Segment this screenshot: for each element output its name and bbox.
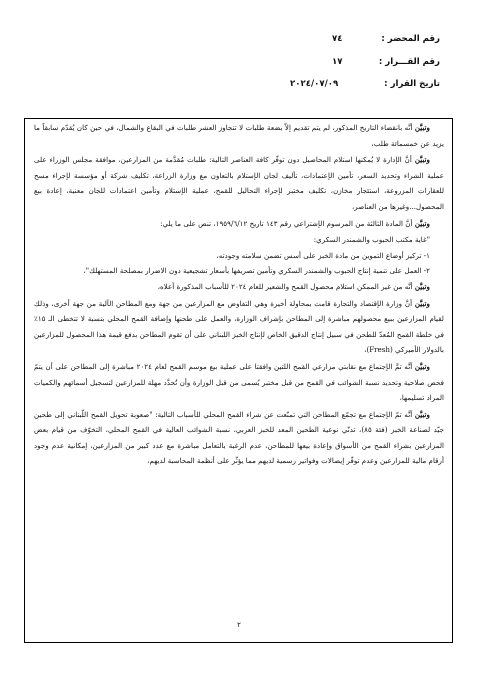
paragraph-7 bbox=[34, 407, 444, 469]
list-item-1: ١- تركيز أوضاع التموين من مادة الخبز على أسس تضمن سلامته وجودته، bbox=[216, 250, 430, 260]
paragraph-lead: وتبيَّن bbox=[414, 218, 430, 228]
paragraph-6 bbox=[34, 359, 444, 406]
paragraph-text: أنَّه تمَّ الإجتماع مع نقابتي مزارعي القمح اللتين وافقتا على عملية بيع موسم القمح لعام ٢٠٢٤ مباشرة إلى المطاحن على أن يتمّ فحص صلاحية وتحديد نسبة الشوائب في القمح من قبل مختبر يُسمى من قبل الوزارة وأن تُحدَّد مهلة للمزارعين لتسجيل أسمائهم والكميات المراد تسليمها، bbox=[34, 361, 444, 403]
paragraph-text: أنَّ المادة الثالثة من المرسوم الإشتراعي رقم ١٤٣ تاريخ ١٩٥٩/٦/١٢، تنص على ما يلي: bbox=[160, 218, 415, 228]
paragraph-text: أنَّه تمّ الإجتماع مع تجمّع المطاحن التي تمنّعت عن شراء القمح المحلي للأسباب التالية: "صعوبة تحويل القمح اللّبناني إلى طحين جيّد لصناعة الخبز (فئة ٨٥)، تدنّي نوعية الطحين المعد للخبز العربي، نسبة الشوائب العالية في القمح المحلي، التخوّف من قيام بعض المزارعين بشراء القمح من الأسواق وإعادة بيعها للمطاحن، عدم الرغبة بالتعامل مباشرة مع عدد كبير من المزارعين، إمكانية عدم وجود أرقام مالية للمزارعين وعدم توفّر إيصالات وفواتير رسمية لديهم مما يؤثّر على أنظمة المحاسبة لديهم، bbox=[34, 409, 444, 466]
decision-number-row bbox=[290, 51, 440, 74]
paragraph-2 bbox=[34, 152, 444, 214]
page-number: ٢ bbox=[237, 621, 241, 629]
decision-date-value: ٢٠٢٤/٠٧/٠٩ bbox=[290, 79, 339, 89]
paragraph-lead: وتبيَّن bbox=[414, 123, 430, 132]
quoted-heading: "غاية مكتب الحبوب والشمندر السكري: bbox=[313, 235, 430, 245]
paragraph-5 bbox=[34, 296, 444, 358]
paragraph-lead: وتبيَّن bbox=[414, 361, 430, 371]
document-body bbox=[34, 120, 444, 470]
list-item-2: ٢- العمل على تنمية إنتاج الحبوب والشمندر السكري وتأمين تصريفها بأسعار تشجيعية دون الاضرار بمصلحة المستهلك"، bbox=[83, 266, 430, 276]
decision-number-value: ١٧ bbox=[332, 56, 343, 67]
paragraph-1 bbox=[34, 120, 444, 151]
report-number-row bbox=[290, 28, 440, 51]
decision-header bbox=[290, 28, 440, 96]
paragraph-3 bbox=[34, 216, 444, 232]
paragraph-text: أنَّ وزارة الإقتصاد والتجارة قامت بمحاولة أخيرة وهي التفاوض مع المزارعين من جهة ومع المطاحن الآلية من جهة أخرى، وذلك لقيام المزارعين ببيع محصولهم مباشرة إلى المطاحن بإشراف الوزارة، والعمل على طحنها وإضافة القمح المحلي بنسبة لا تتخطى الـ ١٥٪ في خلطة القمح المُعدّ للطحن في سبيل إنتاج الدقيق الخاص لإنتاج الخبز اللبناني على أن تقوم المطاحن بدفع قيمة هذا المحصول للمزارعين بالدولار الأميركي (Fresh)، bbox=[34, 298, 444, 355]
paragraph-lead: وتبيَّن bbox=[414, 281, 430, 291]
paragraph-text: أنَّه بانقضاء التاريخ المذكور، لم يتم تقديم إلاّ بضعة طلبات لا تتجاوز العشر طلبات في البقاع والشمال، في حين كان يُقدّم سابقاً ما يزيد عن خمسمائة طلب، bbox=[34, 123, 444, 148]
decision-number-label: رقم القـــرار : bbox=[378, 56, 440, 67]
paragraph-text: أنَّه من غير الممكن استلام محصول القمح والشعير للعام ٢٠٢٤ للأسباب المذكورة أعلاه، bbox=[157, 281, 415, 291]
paragraph-lead: وتبيَّن bbox=[414, 409, 430, 419]
paragraph-lead: وتبيَّن bbox=[414, 155, 430, 165]
report-number-label: رقم المحضر : bbox=[381, 34, 440, 44]
paragraph-lead: وتبيَّن bbox=[414, 298, 430, 308]
paragraph-text: أنَّ الإدارة لا يُمكنها استلام المحاصيل دون توفّر كافة العناصر التالية: طلبات مُقدَّمة من المزارعين، موافقة مجلس الوزراء على عملية الشراء وتحديد السعر، تأمين الإعتمادات، تأليف لجان الإستلام بالتعاون مع وزارة الزراعة، تكليف شركة أو مؤسسة لإجراء مسح للعقارات المزروعة، استئجار مخازن، تكليف مختبر لإجراء التحاليل للقمح، عملية الإستلام وتأمين اعتمادات للجان معنية، إعادة بيع المحصول...وغيرها من العناصر، bbox=[34, 155, 444, 211]
decision-date-row bbox=[290, 73, 440, 96]
decision-date-label: تاريخ القرار : bbox=[384, 79, 440, 89]
paragraph-4 bbox=[34, 279, 444, 295]
report-number-value: ٧٤ bbox=[332, 34, 343, 44]
